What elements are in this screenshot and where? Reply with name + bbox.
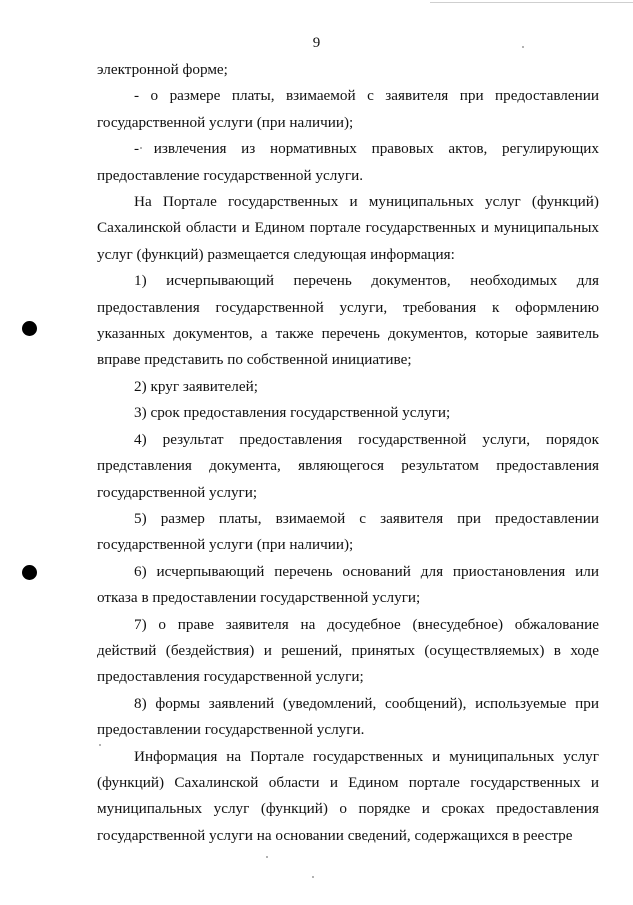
scan-speck (522, 46, 524, 48)
paragraph: 2) круг заявителей; (134, 377, 258, 395)
paragraph: 8) формы заявлений (уведомлений, сообщений), используемые при предоставлении государственной услуги. (97, 694, 599, 739)
paragraph: Информация на Портале государственных и муниципальных услуг (функций) Сахалинской области и Едином портале государственных и муниципальных услуг (функций) о порядке и сроках предоставления государственной услуги на основании сведений, содержащихся в реестре (97, 747, 599, 844)
scan-speck (266, 856, 268, 858)
scan-speck (312, 876, 314, 878)
punch-hole-mark (22, 321, 37, 336)
paragraph: 7) о праве заявителя на досудебное (внесудебное) обжалование действий (бездействия) и решений, принятых (осуществляемых) в ходе предоставления государственной услуги; (97, 615, 599, 686)
paragraph: 5) размер платы, взимаемой с заявителя при предоставлении государственной услуги (при наличии); (97, 509, 599, 554)
page-number: 9 (312, 35, 321, 51)
paragraph: - извлечения из нормативных правовых актов, регулирующих предоставление государственной услуги. (97, 140, 599, 184)
paragraph: 3) срок предоставления государственной услуги; (134, 404, 451, 422)
paragraph: электронной форме; (97, 61, 228, 78)
paragraph: 1) исчерпывающий перечень документов, необходимых для предоставления государственной услуги, требования к оформлению указанных документов, а также перечень документов, которые заявитель вправе представить по собственной инициативе; (97, 272, 599, 369)
scan-top-edge (430, 2, 633, 3)
punch-hole-mark (22, 565, 37, 580)
document-body (97, 57, 599, 849)
paragraph: На Портале государственных и муниципальных услуг (функций) Сахалинской области и Едином портале государственных и муниципальных услуг (функций) размещается следующая информация: (97, 193, 599, 263)
paragraph: 6) исчерпывающий перечень оснований для приостановления или отказа в предоставлении государственной услуги; (97, 562, 599, 607)
paragraph: - о размере платы, взимаемой с заявителя при предоставлении государственной услуги (при наличии); (97, 87, 599, 131)
paragraph: 4) результат предоставления государственной услуги, порядок представления документа, являющегося результатом предоставления государственной услуги; (97, 430, 599, 501)
